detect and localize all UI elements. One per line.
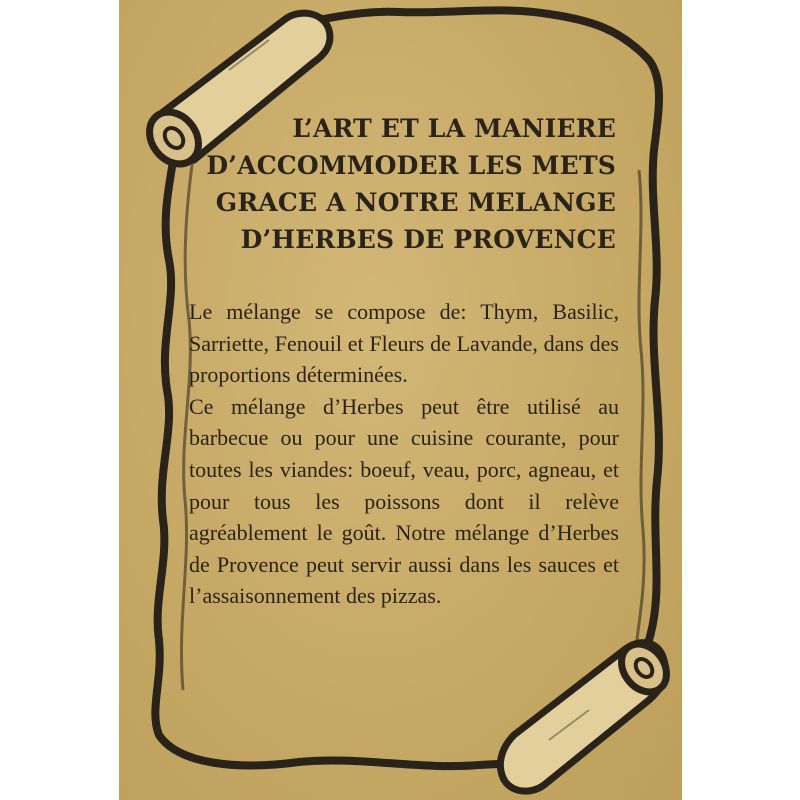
page-title [119,110,616,258]
title-line: D’ACCOMMODER LES METS [206,151,616,180]
title-line: L’ART ET LA MANIERE [292,114,616,143]
title-line: D’HERBES DE PROVENCE [240,225,616,254]
body-text [189,296,619,612]
bottom-scroll-roll [500,635,675,791]
paragraph-usage: Ce mélange d’Herbes peut être utilisé au barbecue ou pour une cuisine courante, pour toutes les viandes: boeuf, veau, porc, agneau, et pour tous les poissons dont il relève agréablement le goût. Notre mélange d’Herbes de Provence peut servir aussi dans les sauces et l’assaisonnement des pizzas. [189,393,619,609]
paragraph-composition: Le mélange se compose de: Thym, Basilic, Sarriette, Fenouil et Fleurs de Lavande, dans des proportions déterminées. [189,299,619,388]
recipe-card [119,0,682,800]
title-line: GRACE A NOTRE MELANGE [215,188,616,217]
